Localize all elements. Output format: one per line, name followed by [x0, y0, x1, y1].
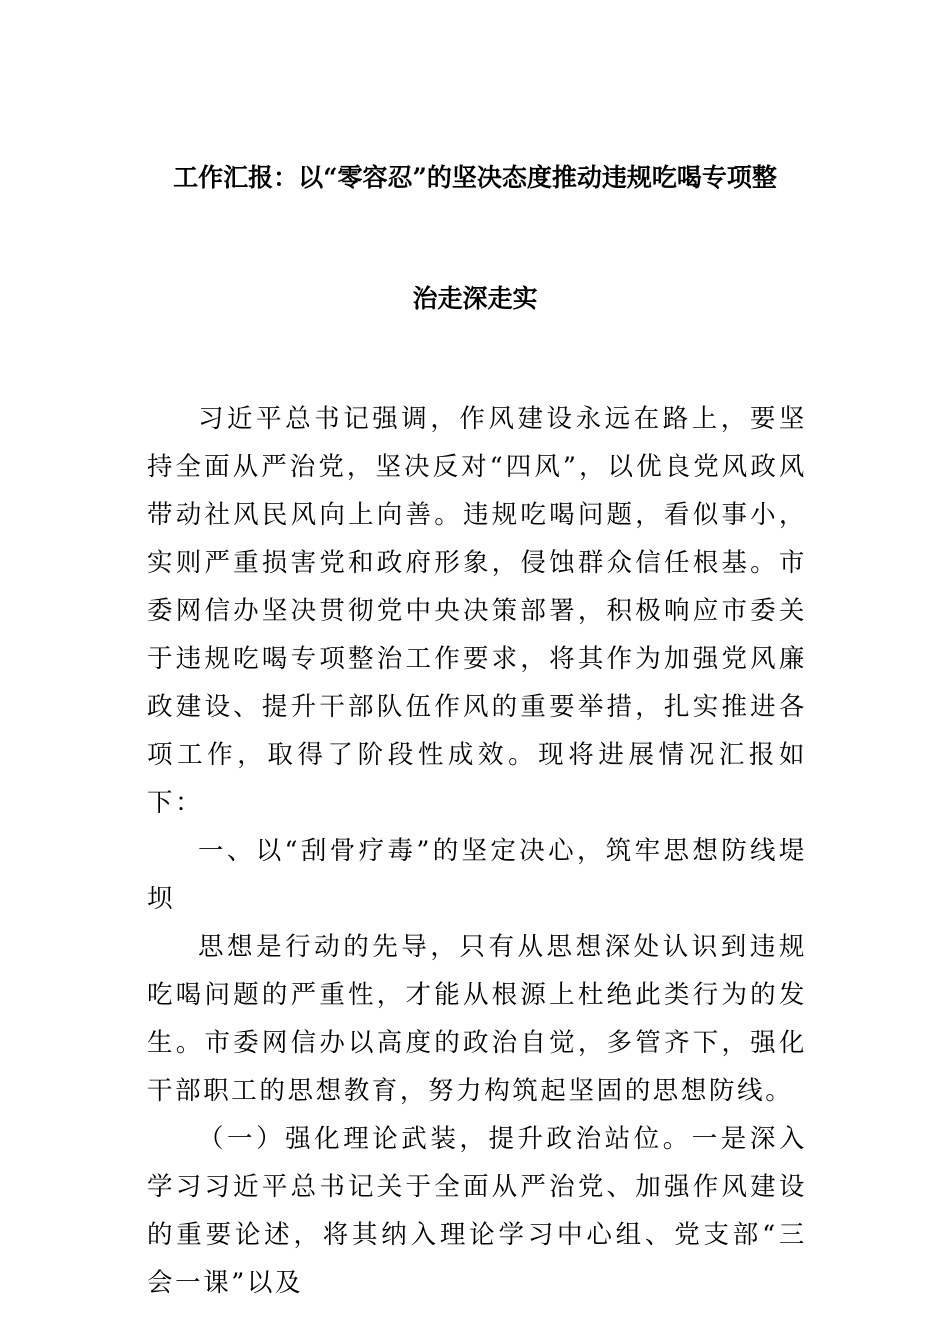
document-title-line-1: 工作汇报：以“零容忍”的坚决态度推动违规吃喝专项整: [173, 163, 777, 192]
section-heading-1: 一、以“刮骨疗毒”的坚定决心，筑牢思想防线堤坝: [147, 836, 807, 914]
paragraph-intro: 习近平总书记强调，作风建设永远在路上，要坚持全面从严治党，坚决反对“四风”，以优良党风政风带动社风民风向上向善。违规吃喝问题，看似事小，实则严重损害党和政府形象，侵蚀群众信任根基。市委网信办坚决贯彻党中央决策部署，积极响应市委关于违规吃喝专项整治工作要求，将其作为加强党风廉政建设、提升干部队伍作风的重要举措，扎实推进各项工作，取得了阶段性成效。现将进展情况汇报如下：: [147, 404, 807, 818]
paragraph-section-1: 思想是行动的先导，只有从思想深处认识到违规吃喝问题的严重性，才能从根源上杜绝此类行为的发生。市委网信办以高度的政治自觉，多管齐下，强化干部职工的思想教育，努力构筑起坚固的思想防线。: [147, 932, 807, 1106]
document-body: [147, 395, 807, 1307]
paragraph-subsection-1: （一）强化理论武装，提升政治站位。一是深入学习习近平总书记关于全面从严治党、加强作风建设的重要论述，将其纳入理论学习中心组、党支部“三会一课”以及: [147, 1124, 807, 1298]
document-title-line-2: 治走深走实: [412, 284, 538, 313]
